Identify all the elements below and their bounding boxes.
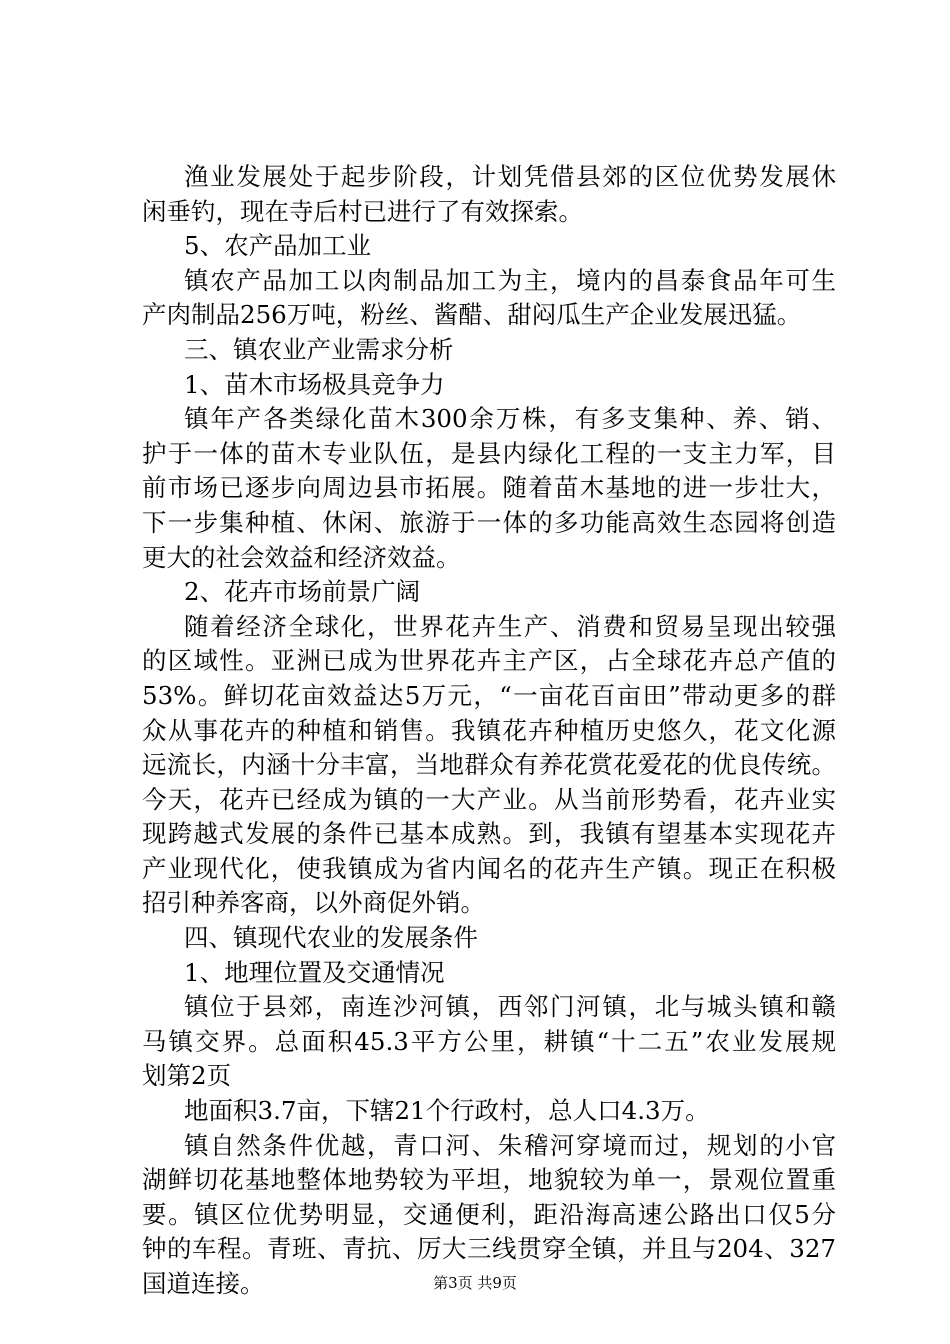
paragraph	[142, 1094, 836, 1129]
text-line: 现跨越式发展的条件已基本成熟。到，我镇有望基本实现花卉	[142, 819, 836, 849]
text-line: 闲垂钓，现在寺后村已进行了有效探索。	[142, 196, 583, 226]
paragraph	[142, 921, 836, 956]
paragraph	[142, 575, 836, 610]
text-line: 护于一体的苗木专业队伍，是县内绿化工程的一支主力军，目	[142, 438, 836, 468]
page-footer: 第3页 共9页	[433, 1274, 517, 1292]
document-body	[142, 160, 836, 1302]
text-line: 53%。鲜切花亩效益达5万元，“一亩花百亩田”带动更多的群	[142, 680, 836, 710]
paragraph	[142, 368, 836, 403]
text-line: 渔业发展处于起步阶段，计划凭借县郊的区位优势发展休	[184, 162, 836, 191]
text-line: 四、镇现代农业的发展条件	[184, 923, 478, 953]
text-line: 地面积3.7亩，下辖21个行政村，总人口4.3万。	[184, 1096, 710, 1126]
paragraph	[142, 956, 836, 991]
text-line: 国道连接。	[142, 1269, 265, 1298]
text-line: 的区域性。亚洲已成为世界花卉主产区，占全球花卉总产值的	[142, 646, 836, 676]
paragraph	[142, 229, 836, 264]
text-line: 2、花卉市场前景广阔	[184, 577, 421, 607]
text-line: 镇农产品加工以肉制品加工为主，境内的昌泰食品年可生	[184, 265, 836, 295]
paragraph	[142, 402, 836, 575]
text-line: 招引种养客商，以外商促外销。	[142, 888, 485, 918]
text-line: 三、镇农业产业需求分析	[184, 334, 454, 364]
text-line: 镇自然条件优越，青口河、朱稽河穿境而过，规划的小官	[184, 1130, 836, 1160]
text-line: 划第2页	[142, 1061, 232, 1091]
text-line: 产业现代化，使我镇成为省内闻名的花卉生产镇。现正在积极	[142, 853, 836, 883]
text-line: 远流长，内涵十分丰富，当地群众有养花赏花爱花的优良传统。	[142, 750, 836, 780]
text-line: 众从事花卉的种植和销售。我镇花卉种植历史悠久，花文化源	[142, 715, 836, 745]
paragraph	[142, 160, 836, 229]
paragraph	[142, 610, 836, 921]
text-line: 5、农产品加工业	[184, 231, 372, 261]
text-line: 随着经济全球化，世界花卉生产、消费和贸易呈现出较强	[184, 611, 836, 641]
text-line: 马镇交界。总面积45.3平方公里，耕镇“十二五”农业发展规	[142, 1026, 836, 1056]
text-line: 产肉制品256万吨，粉丝、酱醋、甜闷瓜生产企业发展迅猛。	[142, 300, 802, 330]
paragraph	[142, 333, 836, 368]
text-line: 1、苗木市场极具竞争力	[184, 369, 445, 399]
paragraph	[142, 264, 836, 333]
text-line: 前市场已逐步向周边县市拓展。随着苗木基地的进一步壮大，	[142, 473, 836, 503]
text-line: 更大的社会效益和经济效益。	[142, 542, 461, 572]
text-line: 湖鲜切花基地整体地势较为平坦，地貌较为单一，景观位置重	[142, 1165, 836, 1195]
text-line: 钟的车程。青班、青抗、厉大三线贯穿全镇，并且与204、327	[142, 1234, 836, 1264]
text-line: 今天，花卉已经成为镇的一大产业。从当前形势看，花卉业实	[142, 784, 836, 814]
text-line: 镇位于县郊，南连沙河镇，西邻门河镇，北与城头镇和赣	[184, 992, 836, 1022]
paragraph	[142, 990, 836, 1094]
text-line: 下一步集种植、休闲、旅游于一体的多功能高效生态园将创造	[142, 507, 836, 537]
text-line: 要。镇区位优势明显，交通便利，距沿海高速公路出口仅5分	[142, 1199, 836, 1229]
text-line: 镇年产各类绿化苗木300余万株，有多支集种、养、销、	[184, 404, 836, 434]
text-line: 1、地理位置及交通情况	[184, 957, 445, 987]
